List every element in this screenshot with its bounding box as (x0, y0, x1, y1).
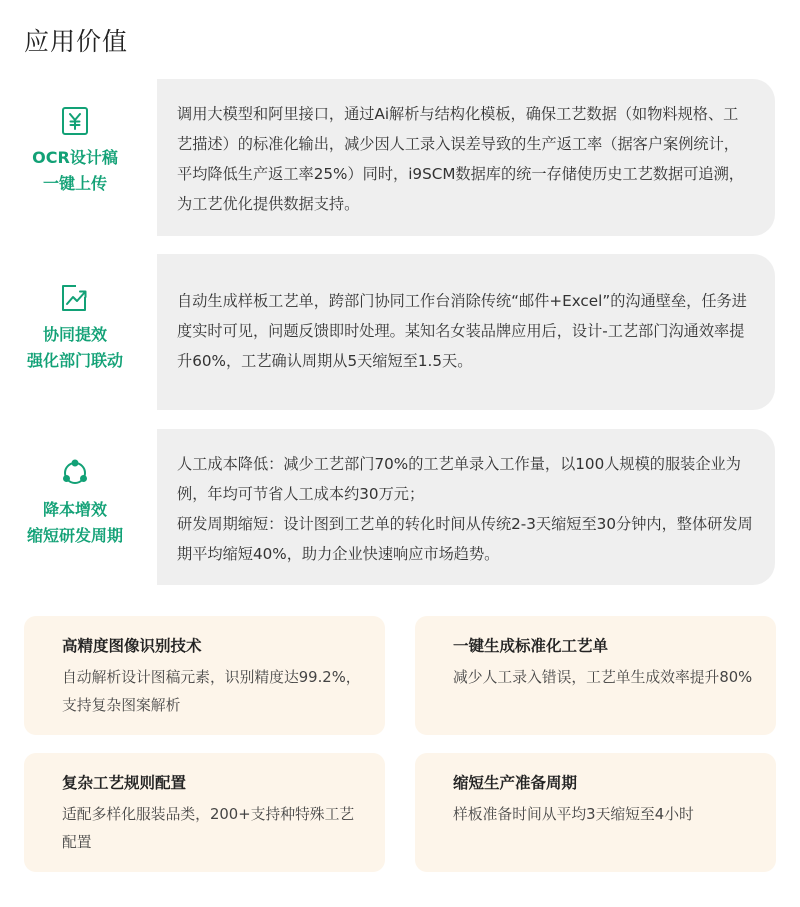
feature-card-image-recognition (24, 616, 385, 735)
value-text-line2: 研发周期缩短：设计图到工艺单的转化时间从传统2-3天缩短至30分钟内，整体研发周期平均缩短40%，助力企业快速响应市场趋势。 (177, 515, 753, 563)
value-title-line2: 一键上传 (42, 174, 107, 193)
value-label-cost (0, 457, 150, 549)
value-title-line1: OCR设计稿 (32, 148, 118, 167)
value-text: 调用大模型和阿里接口，通过Ai解析与结构化模板，确保工艺数据（如物料规格、工艺描述）的标准化输出，减少因人工录入误差导致的生产返工率（据客户案例统计，平均降低生产返工率25%）同时，i9SCM数据库的统一存储使历史工艺数据可追溯，为工艺优化提供数据支持。 (177, 105, 744, 213)
value-label-ocr (0, 105, 150, 197)
value-text: 自动生成样板工艺单，跨部门协同工作台消除传统“邮件+Excel”的沟通壁垒，任务进度实时可见，问题反馈即时处理。某知名女装品牌应用后，设计-工艺部门沟通效率提升60%，工艺确认周期从5天缩短至1.5天。 (177, 292, 747, 370)
feature-desc: 自动解析设计图稿元素，识别精度达99.2%，支持复杂图案解析 (62, 669, 361, 714)
value-card-cost (157, 429, 775, 585)
value-label-collab (0, 282, 150, 374)
feature-title: 缩短生产准备周期 (453, 774, 578, 792)
feature-card-prep-cycle (415, 753, 776, 872)
value-row-cost (0, 429, 800, 585)
value-title-line2: 缩短研发周期 (26, 526, 123, 545)
value-row-ocr (0, 79, 800, 236)
yen-icon (59, 105, 91, 137)
network-icon (59, 457, 91, 489)
trend-chart-icon (59, 282, 91, 314)
feature-desc: 样板准备时间从平均3天缩短至4小时 (453, 806, 694, 823)
value-card-collab (157, 254, 775, 410)
feature-card-process-rules (24, 753, 385, 872)
value-title-line1: 协同提效 (42, 325, 107, 344)
page-title: 应用价值 (24, 27, 129, 56)
feature-desc: 适配多样化服装品类，200+支持种特殊工艺配置 (62, 806, 355, 851)
feature-desc: 减少人工录入错误，工艺单生成效率提升80% (453, 669, 753, 686)
value-card-ocr (157, 79, 775, 236)
value-row-collab (0, 254, 800, 410)
value-title-line2: 强化部门联动 (26, 351, 123, 370)
feature-title: 一键生成标准化工艺单 (453, 637, 609, 655)
feature-card-one-click (415, 616, 776, 735)
value-text-line1: 人工成本降低：减少工艺部门70%的工艺单录入工作量，以100人规模的服装企业为例，年均可节省人工成本约30万元； (177, 455, 741, 503)
feature-title: 复杂工艺规则配置 (62, 774, 187, 792)
value-title-line1: 降本增效 (42, 500, 107, 519)
feature-title: 高精度图像识别技术 (62, 637, 202, 655)
